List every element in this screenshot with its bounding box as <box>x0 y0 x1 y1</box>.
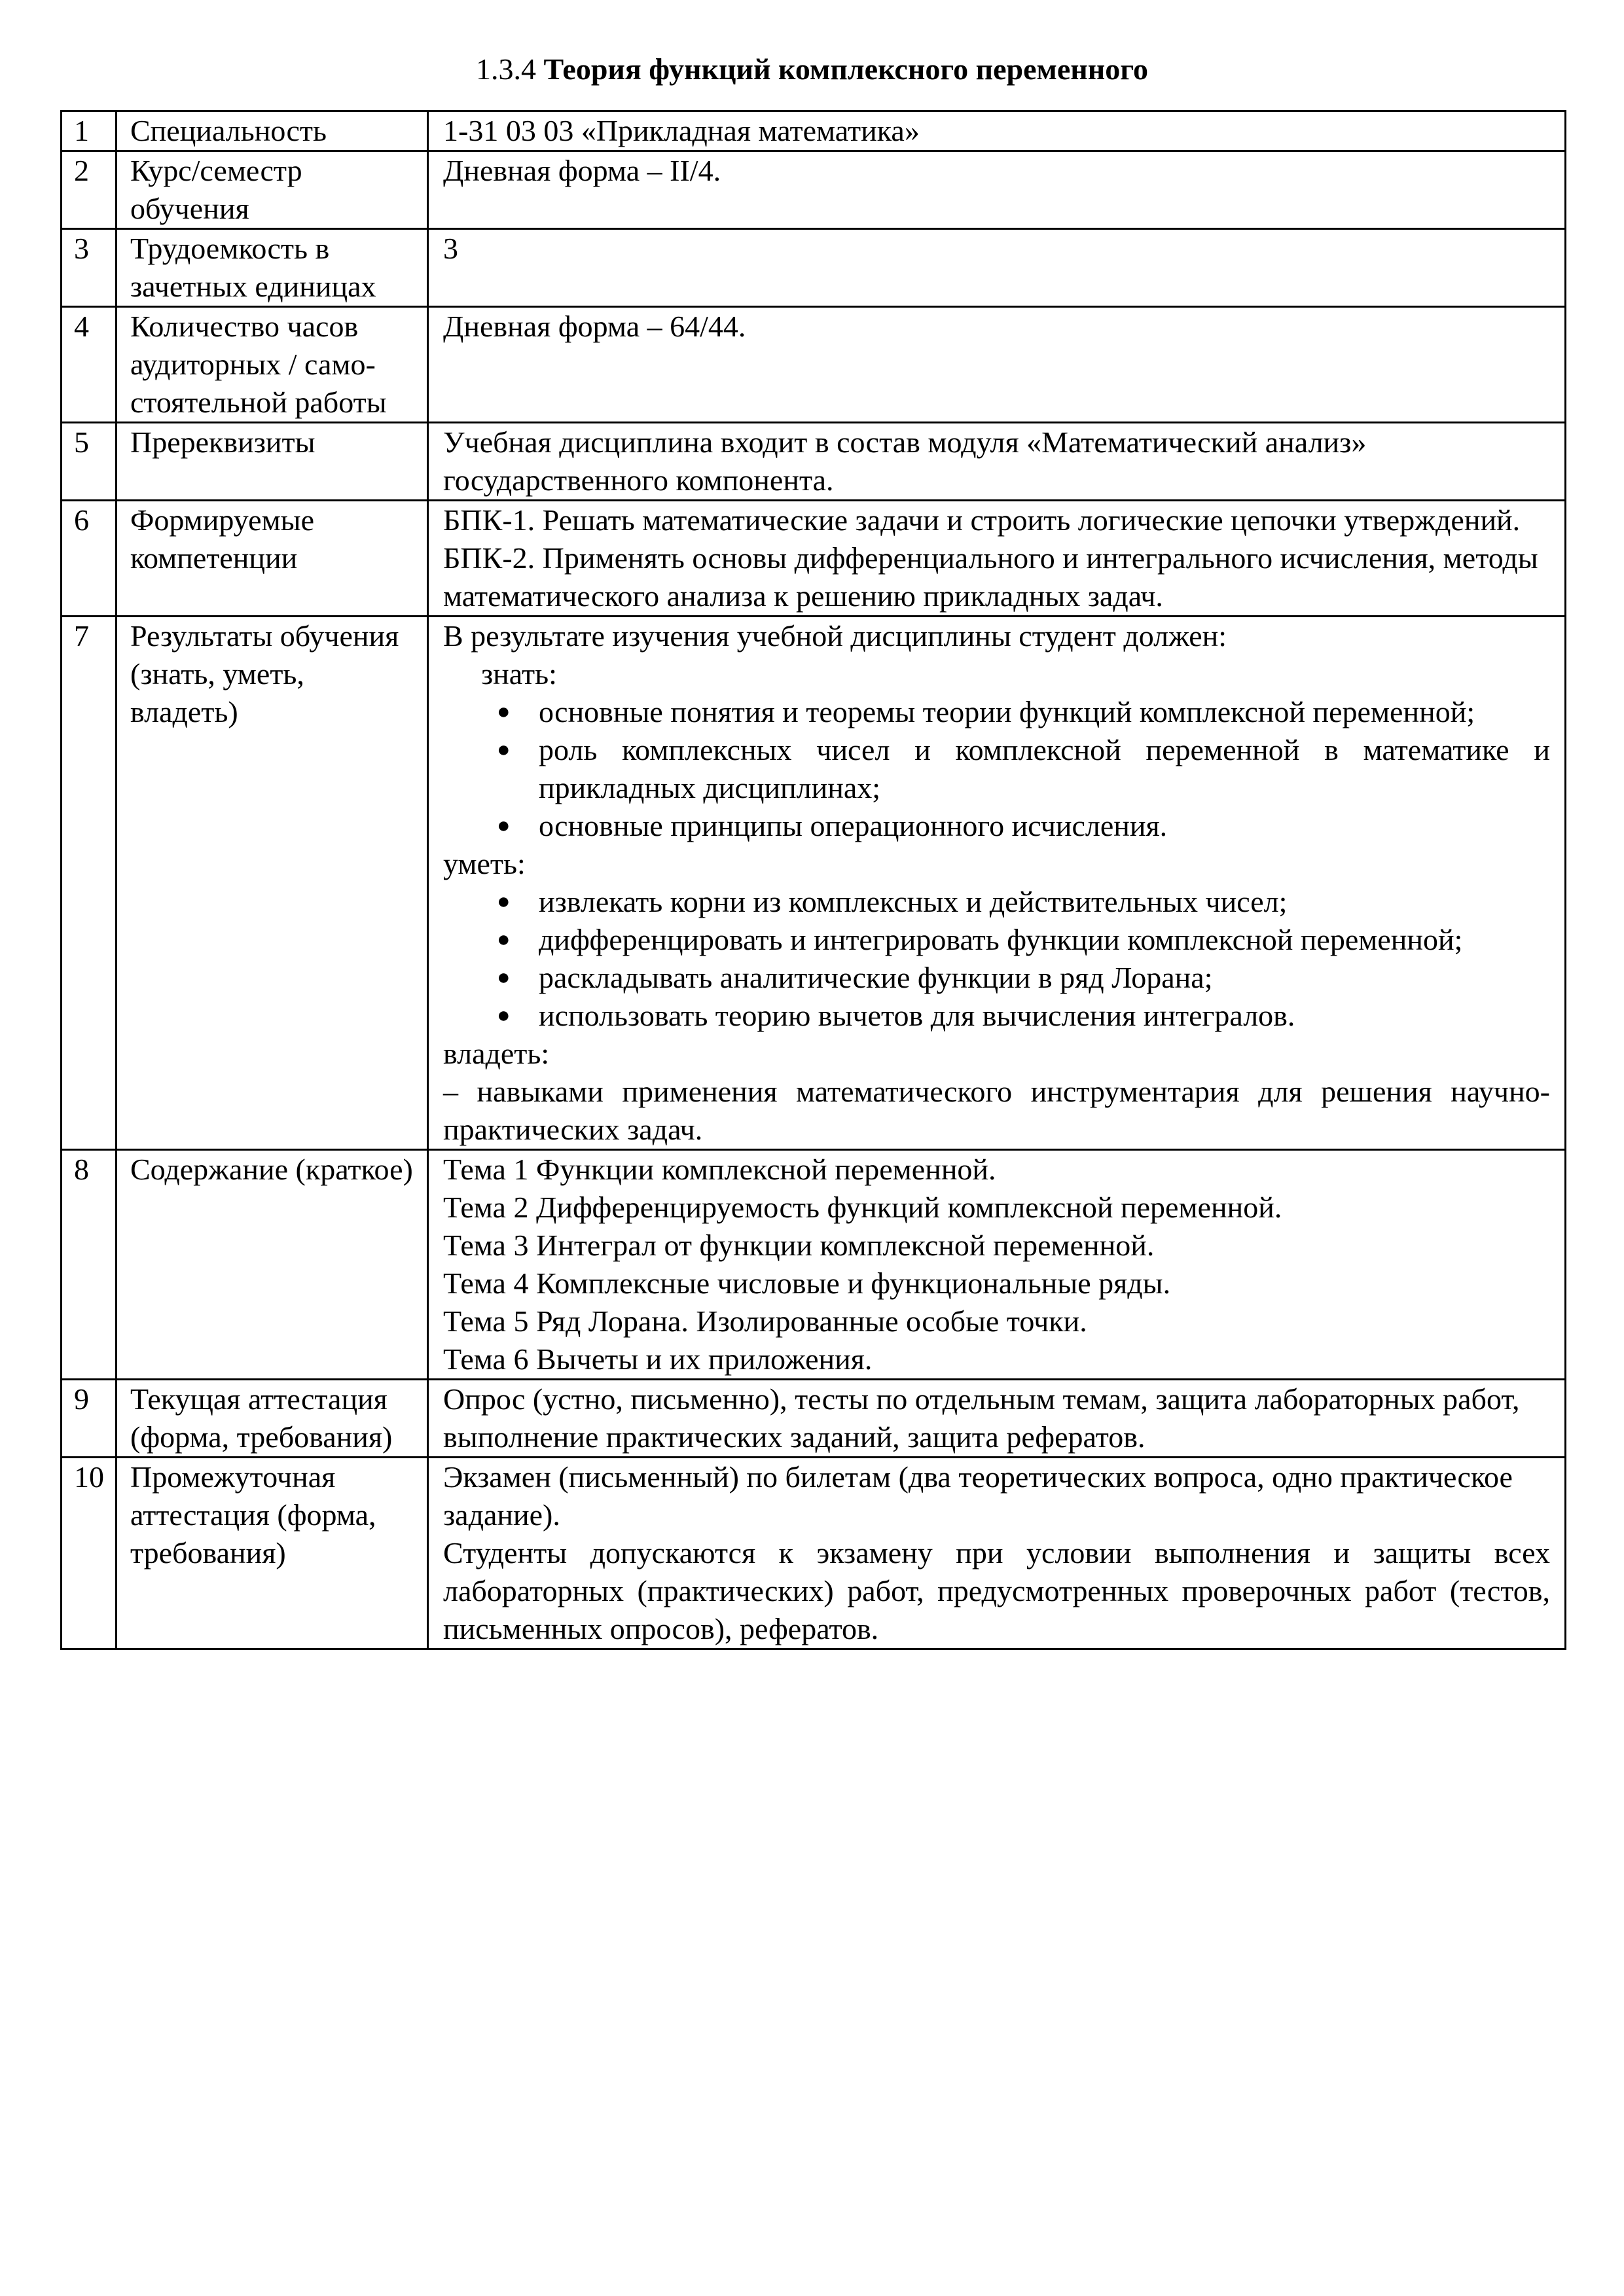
topic-line: Тема 6 Вычеты и их приложения. <box>443 1342 873 1376</box>
row-label: Трудоемкость в зачетных единицах <box>117 229 428 307</box>
topic-line: Тема 2 Дифференцируемость функций комплексной переменной. <box>443 1191 1282 1224</box>
list-item: ● роль комплексных чисел и комплексной переменной в математике и прикладных дисциплинах; <box>443 731 1550 807</box>
table-row <box>62 423 1566 501</box>
own-label: владеть: <box>443 1037 550 1070</box>
row-number: 3 <box>62 229 117 307</box>
row-value: 3 <box>428 229 1566 307</box>
list-item: ● дифференцировать и интегрировать функции комплексной переменной; <box>443 921 1550 959</box>
bullet-icon: ● <box>497 927 511 952</box>
list-item: ● использовать теорию вычетов для вычисления интегралов. <box>443 997 1550 1035</box>
row-value: Учебная дисциплина входит в состав модуля «Математический анализ» государственного компонента. <box>428 423 1566 501</box>
table-row <box>62 111 1566 151</box>
exam-line: Студенты допускаются к экзамену при условии выполнения и защиты всех лабораторных (практических) работ, предусмотренных проверочных работ (тестов, письменных опросов), рефератов. <box>443 1536 1550 1645</box>
table-row <box>62 307 1566 423</box>
table-row <box>62 1380 1566 1458</box>
bullet-icon: ● <box>497 700 511 724</box>
title-number: 1.3.4 <box>475 52 536 86</box>
bullet-icon: ● <box>497 1003 511 1028</box>
table-row <box>62 229 1566 307</box>
topic-line: Тема 3 Интеграл от функции комплексной переменной. <box>443 1229 1155 1262</box>
row-number: 7 <box>62 617 117 1150</box>
row-value <box>428 617 1566 1150</box>
competence-line: БПК-2. Применять основы дифференциального и интегрального исчисления, методы математического анализа к решению прикладных задач. <box>443 541 1538 613</box>
bullet-icon: ● <box>497 965 511 990</box>
row-label: Формируемые компетенции <box>117 501 428 617</box>
row-value: 1-31 03 03 «Прикладная математика» <box>428 111 1566 151</box>
table-row <box>62 151 1566 229</box>
page-title <box>0 51 1624 88</box>
row-label: Промежуточная аттестация (форма, требования) <box>117 1458 428 1649</box>
bullet-icon: ● <box>497 889 511 914</box>
table-row <box>62 1458 1566 1649</box>
row-label: Текущая аттестация (форма, требования) <box>117 1380 428 1458</box>
topic-line: Тема 4 Комплексные числовые и функциональные ряды. <box>443 1266 1171 1300</box>
row-number: 9 <box>62 1380 117 1458</box>
row-number: 10 <box>62 1458 117 1649</box>
bullet-icon: ● <box>497 814 511 838</box>
row-number: 6 <box>62 501 117 617</box>
know-label: знать: <box>481 657 557 691</box>
own-text: – навыками применения математического инструментария для решения научно-практических задач. <box>443 1075 1550 1146</box>
can-list <box>443 883 1550 1035</box>
results-intro: В результате изучения учебной дисциплины студент должен: <box>443 619 1227 653</box>
row-number: 4 <box>62 307 117 423</box>
topic-line: Тема 1 Функции комплексной переменной. <box>443 1153 996 1186</box>
row-value: Дневная форма – II/4. <box>428 151 1566 229</box>
exam-line: Экзамен (письменный) по билетам (два теоретических вопроса, одно практическое задание). <box>443 1460 1513 1532</box>
row-value: Опрос (устно, письменно), тесты по отдельным темам, защита лабораторных работ, выполнение практических заданий, защита рефератов. <box>428 1380 1566 1458</box>
row-label: Содержание (краткое) <box>117 1150 428 1380</box>
row-number: 2 <box>62 151 117 229</box>
row-label: Количество часов аудиторных / само-стоятельной работы <box>117 307 428 423</box>
row-value <box>428 1150 1566 1380</box>
row-label: Пререквизиты <box>117 423 428 501</box>
row-number: 5 <box>62 423 117 501</box>
row-label: Специальность <box>117 111 428 151</box>
table-row <box>62 1150 1566 1380</box>
list-item: ● основные принципы операционного исчисления. <box>443 807 1550 845</box>
row-value <box>428 1458 1566 1649</box>
row-label: Курс/семестр обучения <box>117 151 428 229</box>
row-number: 8 <box>62 1150 117 1380</box>
know-list <box>443 693 1550 845</box>
row-label: Результаты обучения (знать, уметь, владеть) <box>117 617 428 1150</box>
topic-line: Тема 5 Ряд Лорана. Изолированные особые точки. <box>443 1304 1087 1338</box>
table-row <box>62 501 1566 617</box>
title-text: Теория функций комплексного переменного <box>543 52 1149 86</box>
list-item: ● раскладывать аналитические функции в ряд Лорана; <box>443 959 1550 997</box>
table-row <box>62 617 1566 1150</box>
row-value: Дневная форма – 64/44. <box>428 307 1566 423</box>
row-number: 1 <box>62 111 117 151</box>
row-value <box>428 501 1566 617</box>
discipline-table <box>60 110 1566 1650</box>
list-item: ● основные понятия и теоремы теории функций комплексной переменной; <box>443 693 1550 731</box>
can-label: уметь: <box>443 847 526 880</box>
competence-line: БПК-1. Решать математические задачи и строить логические цепочки утверждений. <box>443 503 1521 537</box>
list-item: ● извлекать корни из комплексных и действительных чисел; <box>443 883 1550 921</box>
bullet-icon: ● <box>497 738 511 762</box>
